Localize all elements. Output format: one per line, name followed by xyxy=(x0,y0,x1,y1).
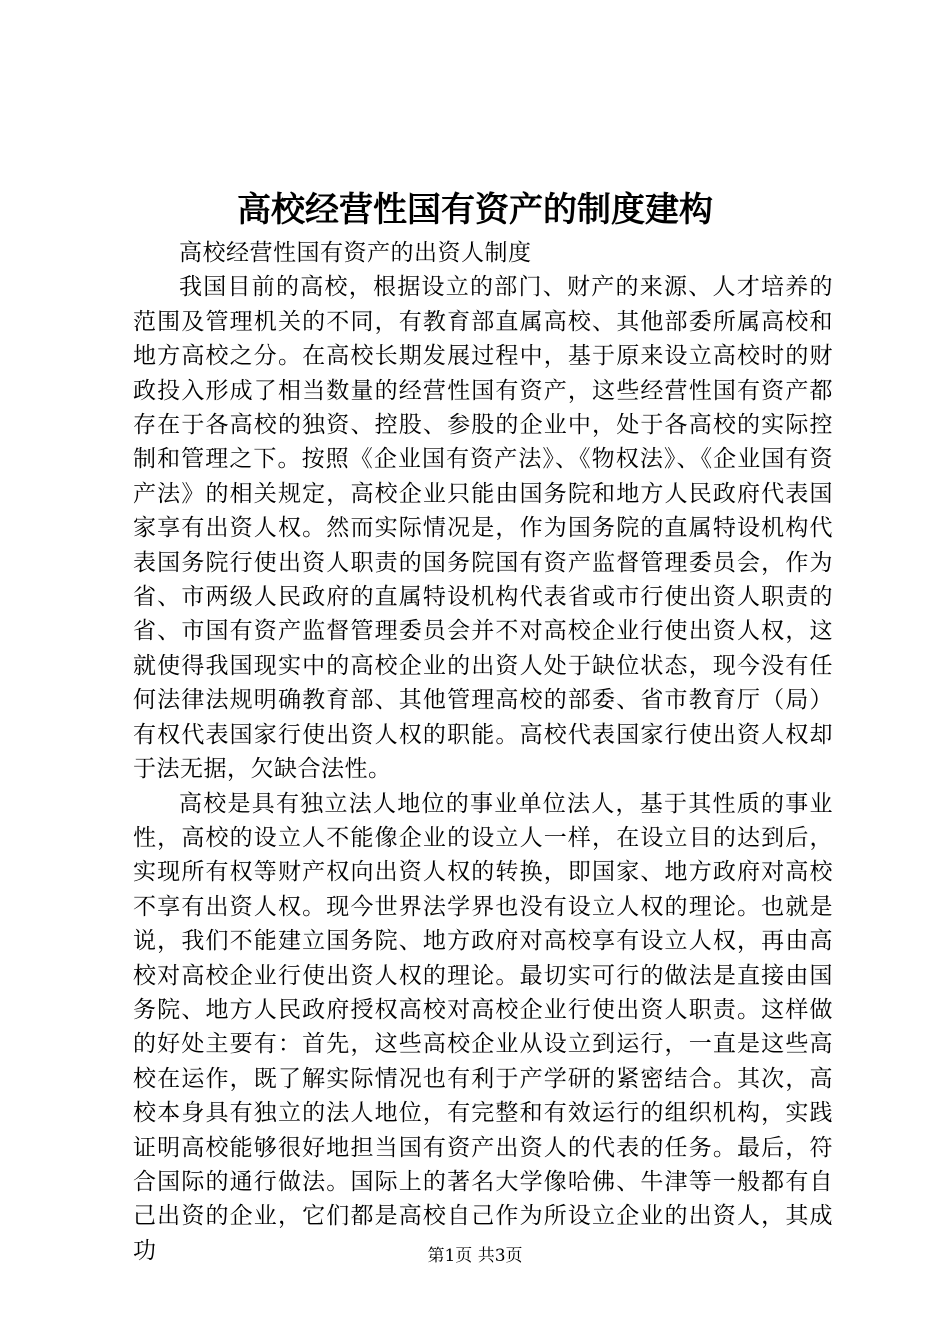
section-subheading: 高校经营性国有资产的出资人制度 xyxy=(179,240,532,266)
document-title: 高校经营性国有资产的制度建构 xyxy=(237,190,713,230)
page-number-indicator: 第1页 共3页 xyxy=(427,1246,523,1266)
body-paragraph-2: 高校是具有独立法人地位的事业单位法人，基于其性质的事业性，高校的设立人不能像企业的设立人一样，在设立目的达到后，实现所有权等财产权向出资人权的转换，即国家、地方政府对高校不享有出资人权。现今世界法学界也没有设立人权的理论。也就是说，我们不能建立国务院、地方政府对高校享有设立人权，再由高校对高校企业行使出资人权的理论。最切实可行的做法是直接由国务院、地方人民政府授权高校对高校企业行使出资人职责。这样做的好处主要有：首先，这些高校企业从设立到运行，一直是这些高校在运作，既了解实际情况也有利于产学研的紧密结合。其次，高校本身具有独立的法人地位，有完整和有效运行的组织机构，实践证明高校能够很好地担当国有资产出资人的代表的任务。最后，符合国际的通行做法。国际上的著名大学像哈佛、牛津等一般都有自己出资的企业，它们都是高校自己作为所设立企业的出资人，其成功 xyxy=(133,790,833,1264)
page-footer xyxy=(0,1245,950,1267)
body-paragraph-1: 我国目前的高校，根据设立的部门、财产的来源、人才培养的范围及管理机关的不同，有教育部直属高校、其他部委所属高校和地方高校之分。在高校长期发展过程中，基于原来设立高校时的财政投入形成了相当数量的经营性国有资产，这些经营性国有资产都存在于各高校的独资、控股、参股的企业中，处于各高校的实际控制和管理之下。按照《企业国有资产法》、《物权法》、《企业国有资产法》的相关规定，高校企业只能由国务院和地方人民政府代表国家享有出资人权。然而实际情况是，作为国务院的直属特设机构代表国务院行使出资人职责的国务院国有资产监督管理委员会，作为省、市两级人民政府的直属特设机构代表省或市行使出资人职责的省、市国有资产监督管理委员会并不对高校企业行使出资人权，这就使得我国现实中的高校企业的出资人处于缺位状态，现今没有任何法律法规明确教育部、其他管理高校的部委、省市教育厅（局）有权代表国家行使出资人权的职能。高校代表国家行使出资人权却于法无据，欠缺合法性。 xyxy=(133,274,833,783)
document-body xyxy=(133,236,833,1268)
